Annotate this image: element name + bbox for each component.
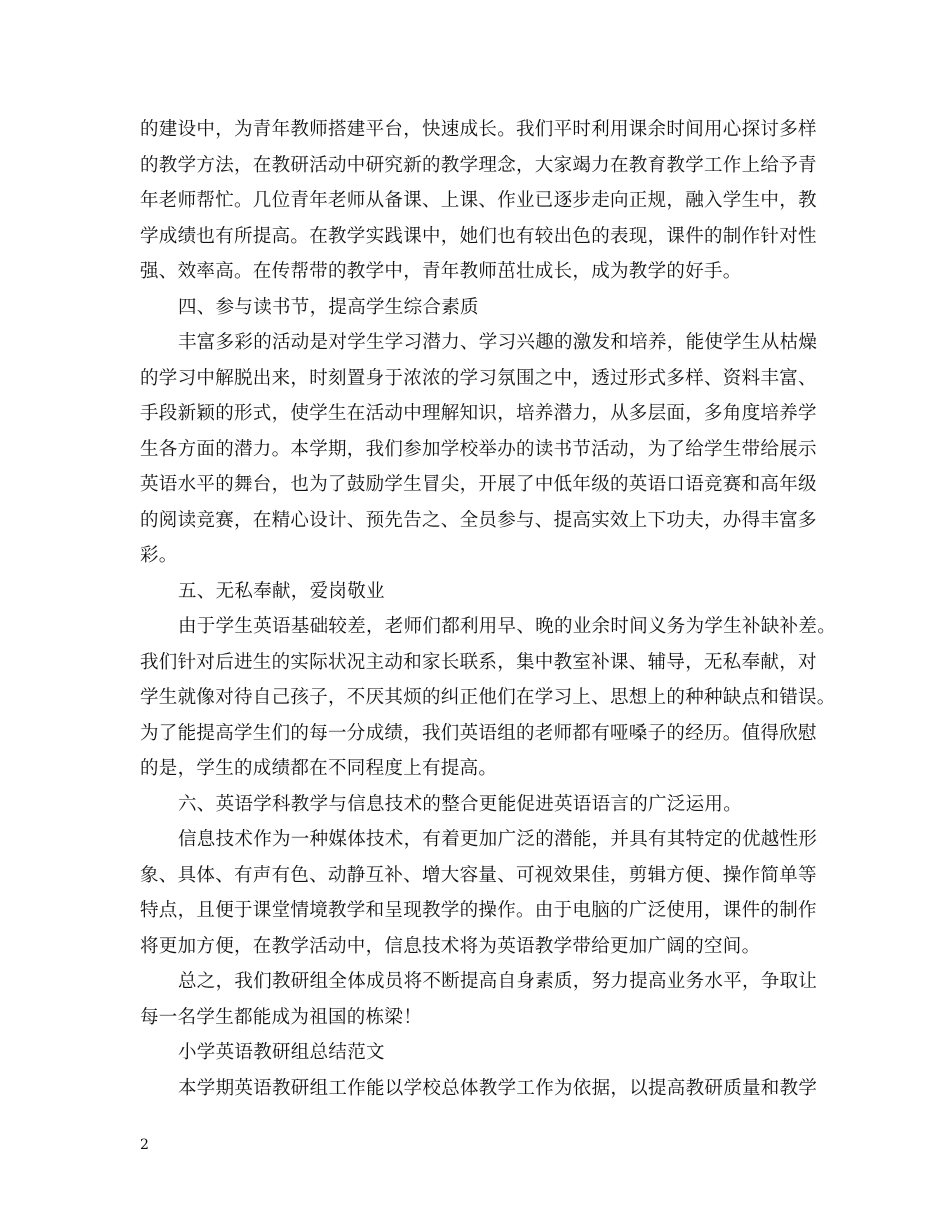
paragraph-start: 本学期英语教研组工作能以学校总体教学工作为依据，以提高教研质量和教学 xyxy=(178,1077,818,1099)
paragraph-start: 总之，我们教研组全体成员将不断提高自身素质，努力提高业务水平，争取让 xyxy=(178,971,818,992)
text-line: 生各方面的潜力。本学期，我们参加学校举办的读书节活动，为了给学生带给展示 xyxy=(140,438,817,460)
paragraph-start: 信息技术作为一种媒体技术，有着更加广泛的潜能，并具有其特定的优越性形 xyxy=(178,829,818,850)
text-line: 手段新颖的形式，使学生在活动中理解知识，培养潜力，从多层面，多角度培养学 xyxy=(140,403,817,424)
text-line: 彩。 xyxy=(140,545,178,566)
text-line: 年老师帮忙。几位青年老师从备课、上课、作业已逐步走向正规，融入学生中，教 xyxy=(140,190,817,211)
text-line: 我们针对后进生的实际状况主动和家长联系，集中教室补课、辅导，无私奉献，对 xyxy=(140,651,817,673)
page-number: 2 xyxy=(140,1137,149,1153)
text-line: 象、具体、有声有色、动静互补、增大容量、可视效果佳，剪辑方便、操作简单等 xyxy=(140,864,817,886)
section-heading: 六、英语学科教学与信息技术的整合更能促进英语语言的广泛运用。 xyxy=(178,793,743,815)
text-line: 的学习中解脱出来，时刻置身于浓浓的学习氛围之中，透过形式多样、资料丰富、 xyxy=(140,367,817,389)
section-heading: 五、无私奉献，爱岗敬业 xyxy=(178,580,385,602)
text-line: 将更加方便，在教学活动中，信息技术将为英语教学带给更加广阔的空间。 xyxy=(140,935,761,957)
text-line: 英语水平的舞台，也为了鼓励学生冒尖，开展了中低年级的英语口语竞赛和高年级 xyxy=(140,474,817,495)
paragraph-start: 丰富多彩的活动是对学生学习潜力、学习兴趣的激发和培养，能使学生从枯燥 xyxy=(178,332,818,353)
text-line: 每一名学生都能成为祖国的栋梁！ xyxy=(140,1006,423,1028)
section-heading: 四、参与读书节，提高学生综合素质 xyxy=(178,296,479,318)
body-text xyxy=(140,112,837,1106)
text-line: 的教学方法，在教研活动中研究新的教学理念，大家竭力在教育教学工作上给予青 xyxy=(140,154,817,176)
document-title: 小学英语教研组总结范文 xyxy=(178,1042,385,1063)
text-line: 学成绩也有所提高。在教学实践课中，她们也有较出色的表现，课件的制作针对性 xyxy=(140,225,817,247)
paragraph-start: 由于学生英语基础较差，老师们都利用早、晚的业余时间义务为学生补缺补差。 xyxy=(178,616,837,637)
text-line: 的是，学生的成绩都在不同程度上有提高。 xyxy=(140,758,498,779)
text-line: 强、效率高。在传帮带的教学中，青年教师茁壮成长，成为教学的好手。 xyxy=(140,261,742,282)
text-line: 学生就像对待自己孩子，不厌其烦的纠正他们在学习上、思想上的种种缺点和错误。 xyxy=(140,687,836,708)
text-line: 特点，且便于课堂情境教学和呈现教学的操作。由于电脑的广泛使用，课件的制作 xyxy=(140,900,817,921)
text-line: 的建设中，为青年教师搭建平台，快速成长。我们平时利用课余时间用心探讨多样 xyxy=(140,119,817,140)
text-line: 为了能提高学生们的每一分成绩，我们英语组的老师都有哑嗓子的经历。值得欣慰 xyxy=(140,722,817,744)
text-line: 的阅读竞赛，在精心设计、预先告之、全员参与、提高实效上下功夫，办得丰富多 xyxy=(140,509,817,531)
